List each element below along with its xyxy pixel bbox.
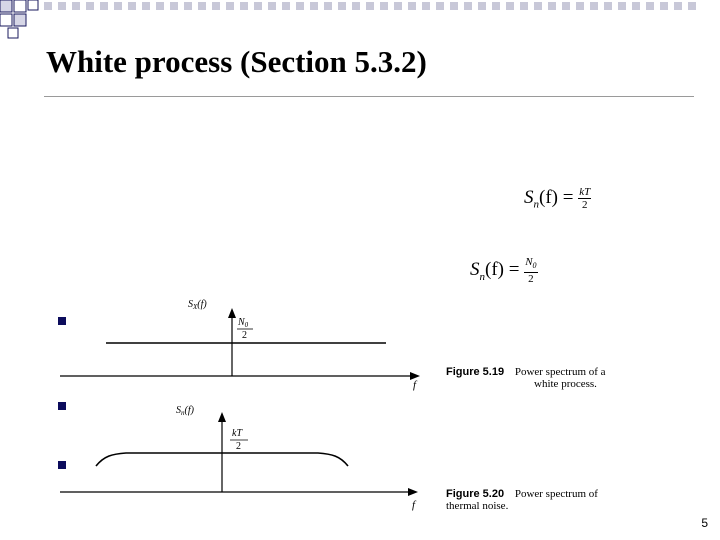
eq-white-lhs: S [470,258,480,280]
fig519-level-num: $N_0$ [238,317,249,329]
fig519-caption-text-2: white process. [534,378,597,390]
figure-5-20-caption [446,488,598,512]
fig519-caption-label: Figure 5.19 [446,366,505,378]
fig520-level-den: 2 [236,441,241,452]
fig520-x-label: f [412,499,416,511]
eq-white-sub: n [479,270,485,283]
fig520-caption-text-1: Power spectrum of [514,488,598,500]
fig520-level-num: kT [232,428,242,439]
fig520-caption-text-2: thermal noise. [446,500,509,512]
eq-white-arg: (f) = [485,258,520,280]
page-number: 5 [701,516,708,530]
eq-thermal-num: kT [579,186,591,198]
fig520-caption-label: Figure 5.20 [446,488,505,500]
eq-white-den: 2 [528,273,534,286]
eq-thermal-arg: (f) = [539,186,574,208]
eq-thermal-lhs: S [524,186,534,208]
eq-white-num-main: N [525,256,533,268]
eq-thermal-sub: n [533,198,539,211]
eq-white-num-sub: 0 [532,261,537,271]
fig520-y-arrow [218,412,226,422]
fig519-caption-text-1: Power spectrum of a [514,366,606,378]
fig520-y-label: $S_n(f)$ [176,405,194,417]
fig519-x-label: f [413,379,417,391]
fig519-y-label: $S_X(f)$ [188,299,207,311]
fig519-level-den: 2 [242,330,247,341]
slide-title: White process (Section 5.3.2) [46,44,427,79]
fig520-x-arrow [408,488,418,496]
eq-thermal-den: 2 [581,199,588,211]
